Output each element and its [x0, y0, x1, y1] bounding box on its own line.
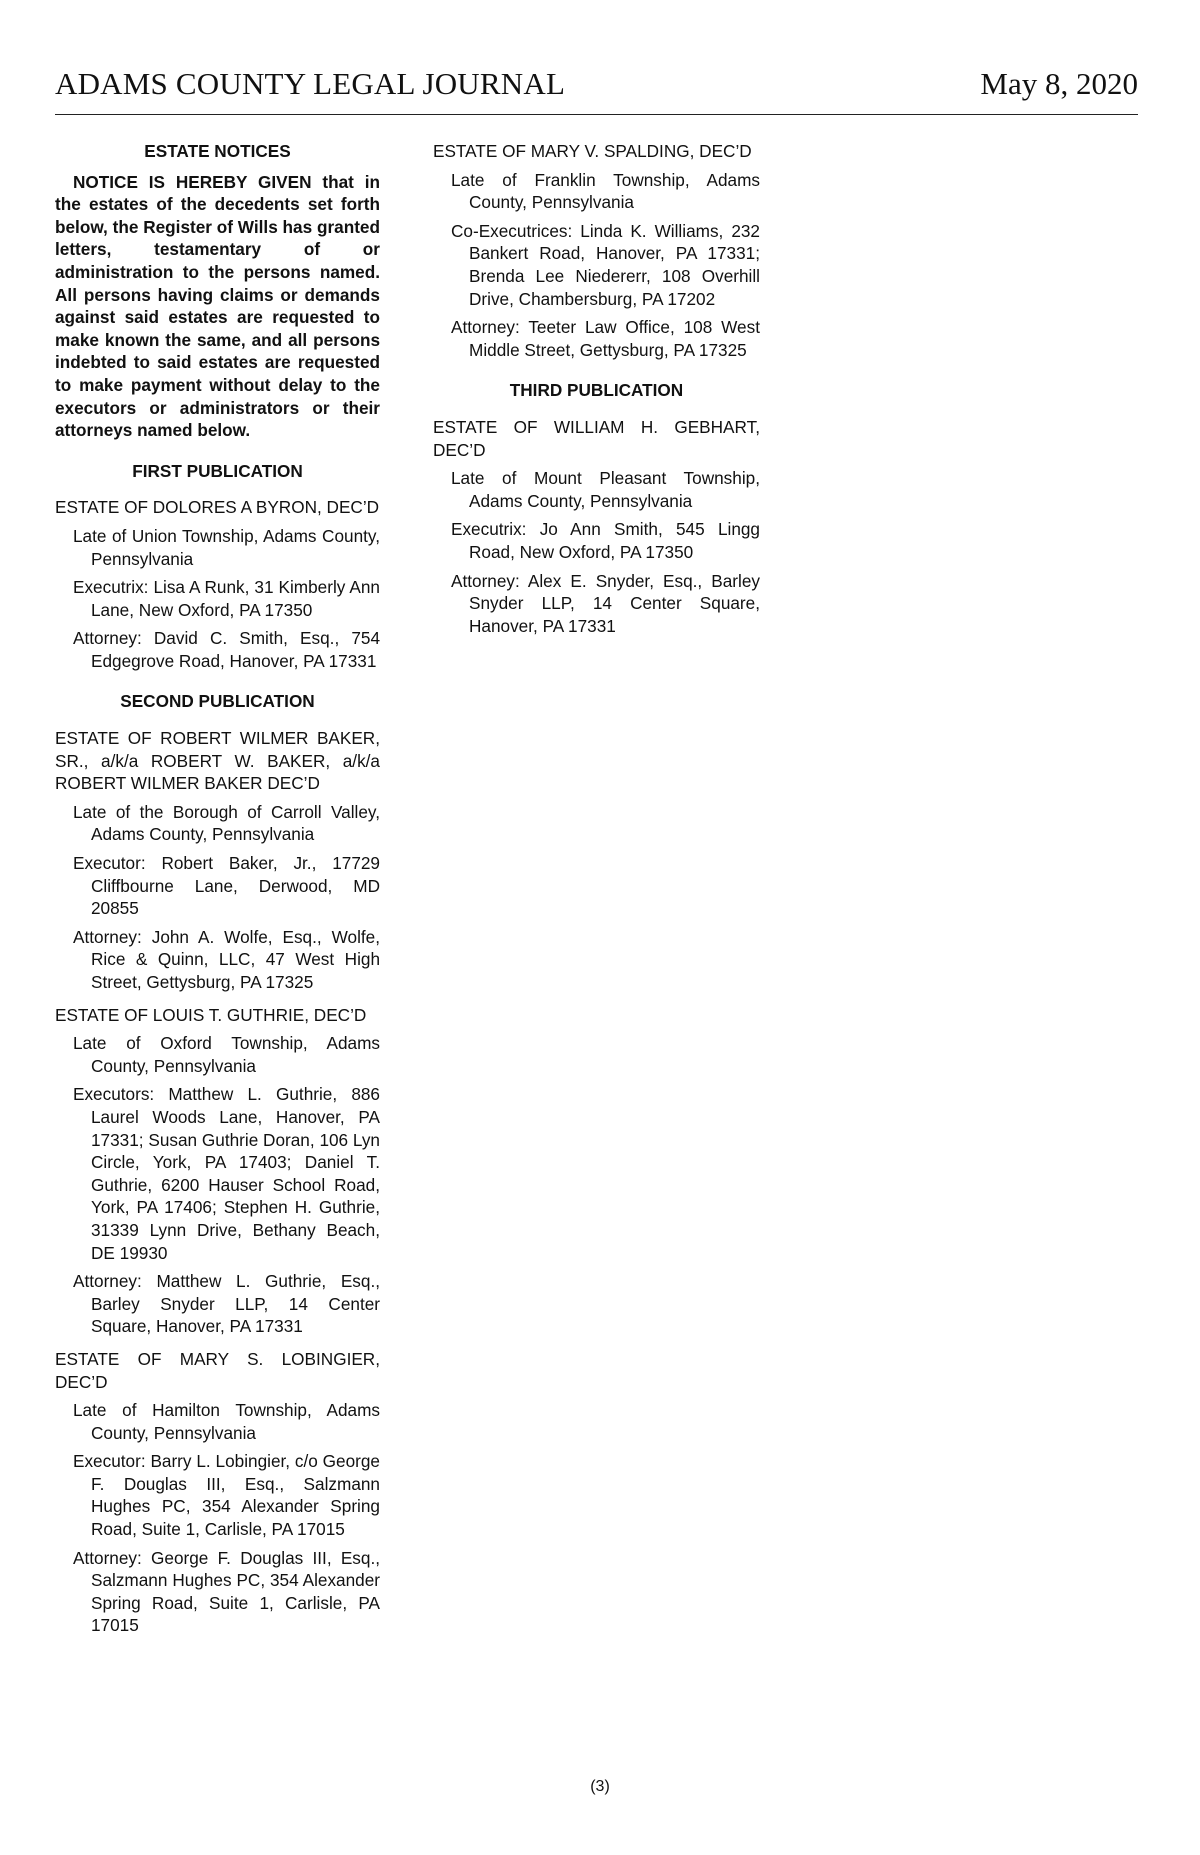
estate-entry — [433, 140, 760, 361]
estate-residence: Late of Franklin Township, Adams County, Pennsylvania — [451, 169, 760, 213]
third-publication-heading: THIRD PUBLICATION — [509, 380, 684, 401]
page-header — [55, 66, 1138, 115]
estate-executor: Executrix: Lisa A Runk, 31 Kimberly Ann Lane, New Oxford, PA 17350 — [73, 577, 380, 620]
left-column — [55, 140, 380, 1647]
estate-name: ESTATE OF MARY S. LOBINGIER, DEC’D — [55, 1348, 380, 1392]
estate-notices-heading: ESTATE NOTICES — [144, 141, 291, 161]
estate-entry — [55, 727, 380, 994]
estate-attorney: Attorney: Teeter Law Office, 108 West Middle Street, Gettysburg, PA 17325 — [451, 317, 760, 360]
estate-attorney: Attorney: George F. Douglas III, Esq., Salzmann Hughes PC, 354 Alexander Spring Road, Suite 1, Carlisle, PA 17015 — [73, 1547, 380, 1636]
second-publication-heading: SECOND PUBLICATION — [120, 691, 315, 712]
estate-executor: Executrix: Jo Ann Smith, 545 Lingg Road, New Oxford, PA 17350 — [451, 519, 760, 562]
estate-executor: Executors: Matthew L. Guthrie, 886 Laurel Woods Lane, Hanover, PA 17331; Susan Guthrie Doran, 106 Lyn Circle, York, PA 17403; Daniel T. Guthrie, 6200 Hauser School Road, York, PA 17406; Stephen H. Guthrie, 31339 Lynn Drive, Bethany Beach, DE 19930 — [73, 1084, 380, 1263]
page-number: (3) — [590, 1778, 610, 1795]
estate-residence: Late of Oxford Township, Adams County, Pennsylvania — [73, 1033, 380, 1076]
estate-name: ESTATE OF ROBERT WILMER BAKER, SR., a/k/a ROBERT W. BAKER, a/k/a ROBERT WILMER BAKER DEC’D — [55, 728, 380, 794]
estate-executor: Co-Executrices: Linda K. Williams, 232 Bankert Road, Hanover, PA 17331; Brenda Lee Niedererr, 108 Overhill Drive, Chambersburg, PA 17202 — [451, 220, 760, 309]
estate-entry — [433, 416, 760, 637]
estate-attorney: Attorney: David C. Smith, Esq., 754 Edgegrove Road, Hanover, PA 17331 — [73, 628, 380, 671]
estate-name: ESTATE OF DOLORES A BYRON, DEC’D — [55, 497, 380, 518]
estate-attorney: Attorney: Matthew L. Guthrie, Esq., Barley Snyder LLP, 14 Center Square, Hanover, PA 17331 — [73, 1271, 380, 1337]
estate-name: ESTATE OF MARY V. SPALDING, DEC’D — [433, 141, 752, 161]
estate-name: ESTATE OF WILLIAM H. GEBHART, DEC’D — [433, 416, 760, 460]
estate-residence: Late of Union Township, Adams County, Pennsylvania — [73, 525, 380, 569]
notice-paragraph: NOTICE IS HEREBY GIVEN that in the estates of the decedents set forth below, the Register of Wills has granted letters, testamentary of or administration to the persons named. All persons having claims or demands against said estates are requested to make known the same, and all persons indebted to said estates are requested to make payment without delay to the executors or administrators or their attorneys named below. — [55, 171, 380, 441]
estate-name: ESTATE OF LOUIS T. GUTHRIE, DEC’D — [55, 1004, 367, 1025]
estate-executor: Executor: Barry L. Lobingier, c/o George F. Douglas III, Esq., Salzmann Hughes PC, 354 Alexander Spring Road, Suite 1, Carlisle, PA 17015 — [73, 1451, 380, 1540]
issue-date: May 8, 2020 — [980, 66, 1138, 101]
estate-residence: Late of the Borough of Carroll Valley, Adams County, Pennsylvania — [73, 801, 380, 845]
estate-executor: Executor: Robert Baker, Jr., 17729 Cliffbourne Lane, Derwood, MD 20855 — [73, 853, 380, 919]
estate-entry — [55, 1004, 380, 1338]
estate-entry — [55, 496, 380, 672]
estate-residence: Late of Mount Pleasant Township, Adams County, Pennsylvania — [451, 468, 760, 511]
estate-attorney: Attorney: Alex E. Snyder, Esq., Barley Snyder LLP, 14 Center Square, Hanover, PA 17331 — [451, 570, 760, 636]
estate-residence: Late of Hamilton Township, Adams County, Pennsylvania — [73, 1400, 380, 1443]
journal-title: ADAMS COUNTY LEGAL JOURNAL — [55, 66, 566, 101]
estate-attorney: Attorney: John A. Wolfe, Esq., Wolfe, Rice & Quinn, LLC, 47 West High Street, Gettysburg, PA 17325 — [73, 926, 380, 992]
estate-entry — [55, 1348, 380, 1637]
right-column — [433, 140, 760, 647]
first-publication-heading: FIRST PUBLICATION — [132, 460, 303, 481]
